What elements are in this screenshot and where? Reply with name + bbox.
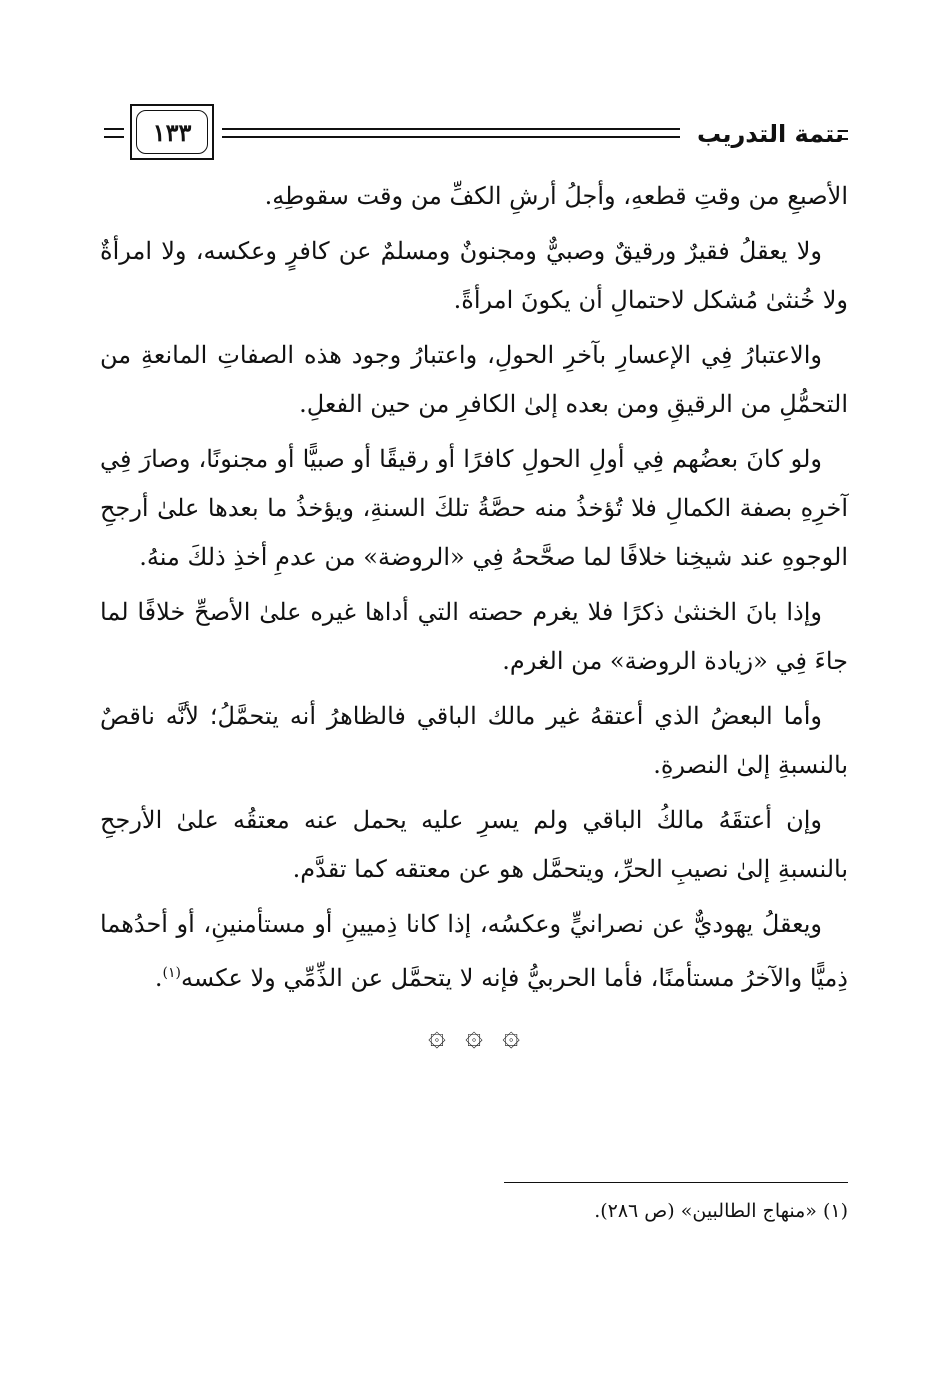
paragraph: وإن أعتقَهُ مالكُ الباقي ولم يسرِ عليه يحمل عنه معتقُه علىٰ الأرجحِ بالنسبةِ إلىٰ نصيبِ الحرِّ، ويتحمَّل هو عن معتقه كما تقدَّم. xyxy=(100,806,848,883)
document-page xyxy=(100,90,848,1350)
paragraph: وأما البعضُ الذي أعتقهُ غير مالك الباقي فالظاهرُ أنه يتحمَّلُ؛ لأنَّه ناقصٌ بالنسبةِ إلىٰ النصرةِ. xyxy=(100,702,848,779)
header-rule-right xyxy=(838,130,848,140)
footnote: (١) «منهاج الطالبين» (ص ٢٨٦). xyxy=(594,1200,848,1222)
paragraph-text: ويعقلُ يهوديٌّ عن نصرانيٍّ وعكسُه، إذا كانا ذِميينِ أو مستأمنينِ، أو أحدُهما ذِميًّا والآخرُ مستأمنًا، فأما الحربيُّ فإنه لا يتحمَّل عن الذِّمِّي ولا عكسه xyxy=(100,910,848,992)
footnote-marker: (١) xyxy=(162,965,181,981)
page-number: ١٣٣ xyxy=(136,110,208,154)
paragraph: وإذا بانَ الخنثىٰ ذكرًا فلا يغرم حصته التي أداها غيره علىٰ الأصحِّ خلافًا لما جاءَ فِي «زيادة الروضة» من الغرم. xyxy=(100,598,848,675)
paragraph-with-note: ويعقلُ يهوديٌّ عن نصرانيٍّ وعكسُه، إذا كانا ذِميينِ أو مستأمنينِ، أو أحدُهما ذِميًّا والآخرُ مستأمنًا، فأما الحربيُّ فإنه لا يتحمَّل عن الذِّمِّي ولا عكسه$^{(١)}$. xyxy=(100,910,848,992)
page-number-frame xyxy=(130,104,214,160)
header-rule xyxy=(222,128,680,138)
paragraph: والاعتبارُ فِي الإعسارِ بآخرِ الحولِ، واعتبارُ وجود هذه الصفاتِ المانعةِ من التحمُّلِ من الرقيقِ ومن بعده إلىٰ الكافرِ من حين الفعلِ. xyxy=(100,341,848,418)
main-text xyxy=(100,172,848,1061)
paragraph: ولو كانَ بعضُهم فِي أولِ الحولِ كافرًا أو رقيقًا أو صبيًّا أو مجنونًا، وصارَ فِي آخرِهِ بصفة الكمالِ فلا تُؤخذُ منه حصَّةُ تلكَ السنةِ، ويؤخذُ ما بعدها علىٰ أرجحِ الوجوهِ عند شيخِنا خلافًا لما صحَّحهُ فِي «الروضة» من عدمِ أخذِ ذلكَ منهُ. xyxy=(100,445,848,571)
section-ornament xyxy=(100,1011,848,1061)
star-ornament-icon: ۞ xyxy=(502,1018,520,1053)
star-ornament-icon: ۞ xyxy=(465,1018,483,1053)
page-header xyxy=(100,98,848,170)
paragraph: الأصبعِ من وقتِ قطعهِ، وأجلُ أرشِ الكفِّ من وقت سقوطِهِ. xyxy=(264,182,848,210)
star-ornament-icon: ۞ xyxy=(428,1018,446,1053)
running-title: تتمة التدريب xyxy=(697,120,844,148)
header-rule-left xyxy=(104,128,124,138)
footnote-divider xyxy=(504,1182,848,1183)
paragraph: ولا يعقلُ فقيرٌ ورقيقٌ وصبيٌّ ومجنونٌ ومسلمٌ عن كافرٍ وعكسه، ولا امرأةٌ ولا خُنثىٰ مُشكل لاحتمالِ أن يكونَ امرأةً. xyxy=(100,237,848,314)
